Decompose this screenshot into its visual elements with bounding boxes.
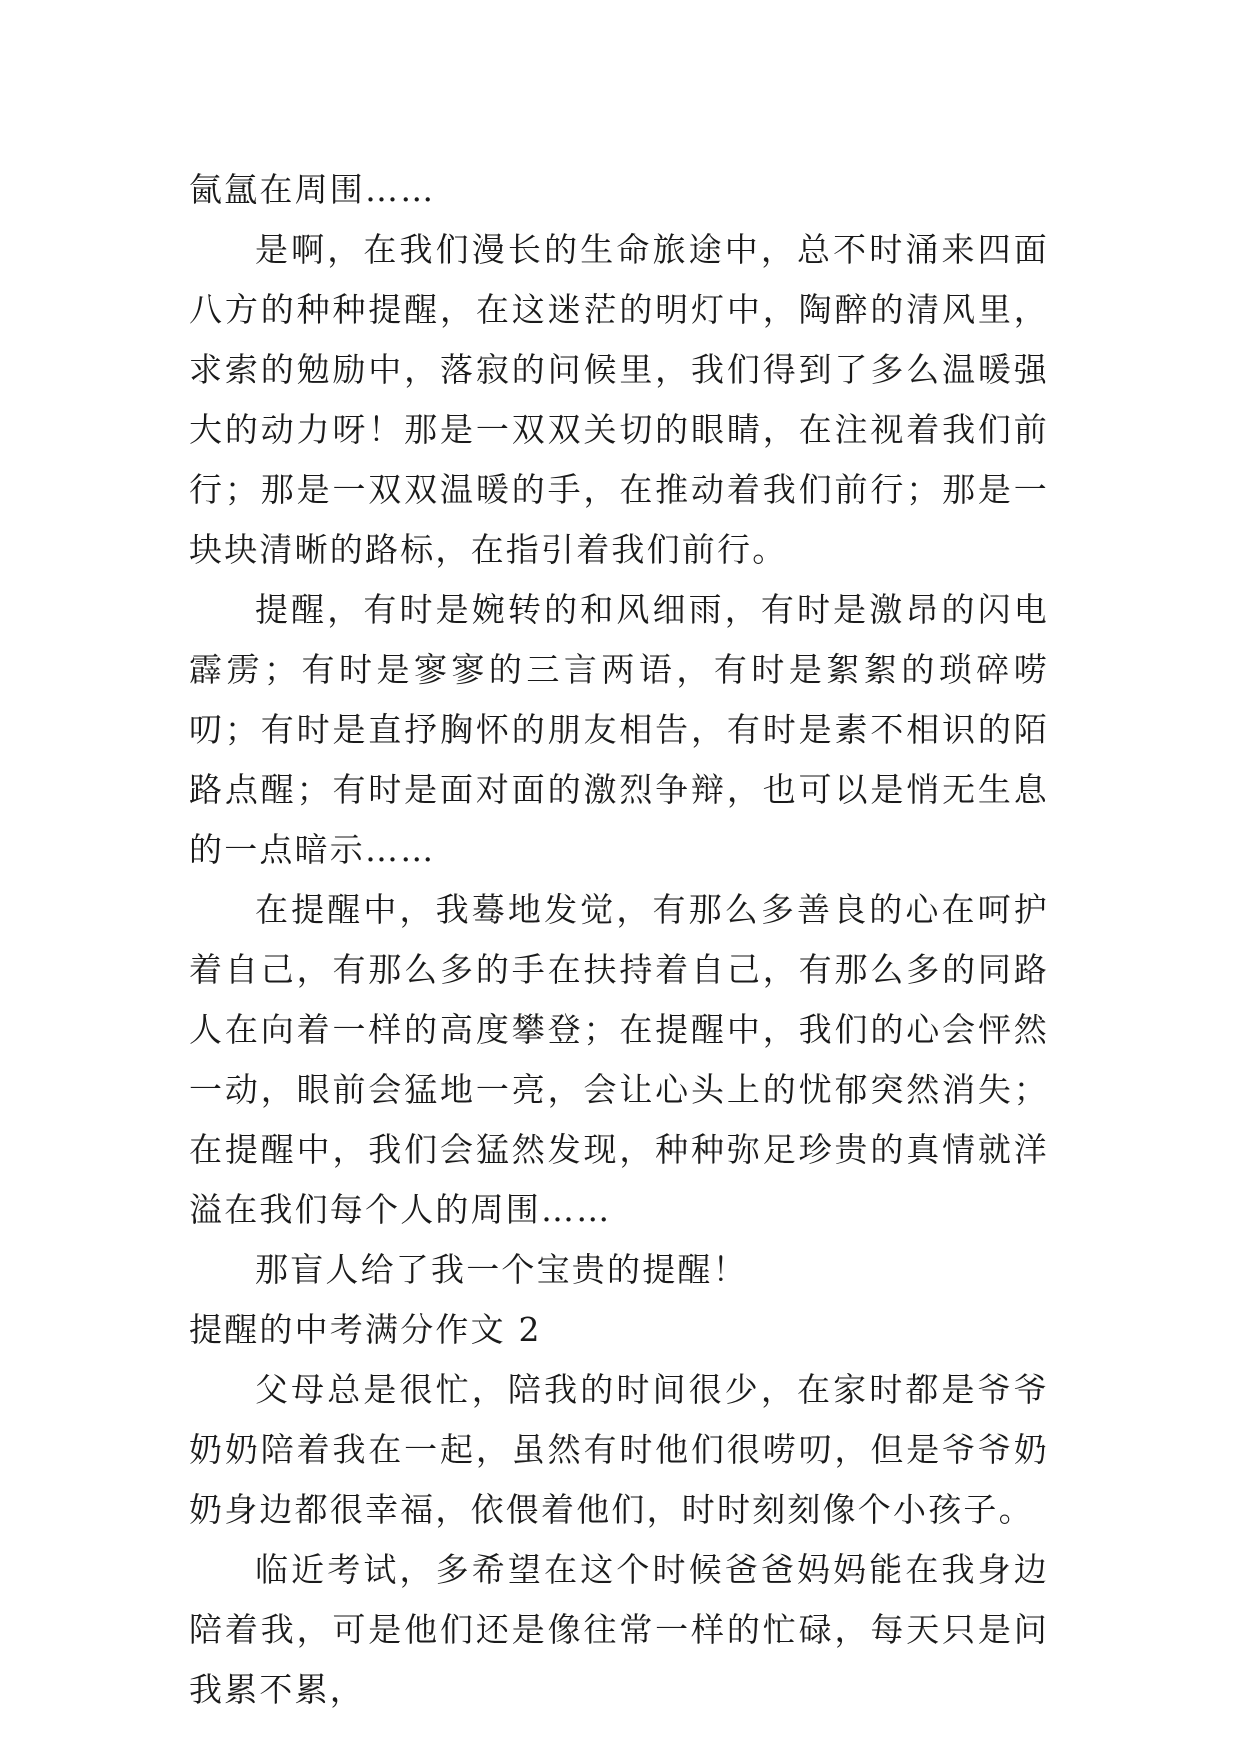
paragraph-continuation: 氤氲在周围…… [189, 170, 436, 209]
document-body [189, 160, 1049, 1720]
paragraph: 那盲人给了我一个宝贵的提醒！ [255, 1250, 748, 1289]
section-title: 提醒的中考满分作文 2 [189, 1310, 542, 1349]
paragraph: 在提醒中，我蓦地发觉，有那么多善良的心在呵护着自己，有那么多的手在扶持着自己，有那么多的同路人在向着一样的高度攀登；在提醒中，我们的心会怦然一动，眼前会猛地一亮，会让心头上的忧郁突然消失；在提醒中，我们会猛然发现，种种弥足珍贵的真情就洋溢在我们每个人的周围…… [189, 890, 1049, 1229]
paragraph: 提醒，有时是婉转的和风细雨，有时是激昂的闪电霹雳；有时是寥寥的三言两语，有时是絮絮的琐碎唠叨；有时是直抒胸怀的朋友相告，有时是素不相识的陌路点醒；有时是面对面的激烈争辩，也可以是悄无生息的一点暗示…… [189, 590, 1049, 869]
paragraph: 是啊，在我们漫长的生命旅途中，总不时涌来四面八方的种种提醒，在这迷茫的明灯中，陶醉的清风里，求索的勉励中，落寂的问候里，我们得到了多么温暖强大的动力呀！那是一双双关切的眼睛，在注视着我们前行；那是一双双温暖的手，在推动着我们前行；那是一块块清晰的路标，在指引着我们前行。 [189, 230, 1049, 569]
paragraph: 父母总是很忙，陪我的时间很少，在家时都是爷爷奶奶陪着我在一起，虽然有时他们很唠叨，但是爷爷奶奶身边都很幸福，依偎着他们，时时刻刻像个小孩子。 [189, 1370, 1049, 1529]
paragraph: 临近考试，多希望在这个时候爸爸妈妈能在我身边陪着我，可是他们还是像往常一样的忙碌，每天只是问我累不累， [189, 1550, 1049, 1709]
